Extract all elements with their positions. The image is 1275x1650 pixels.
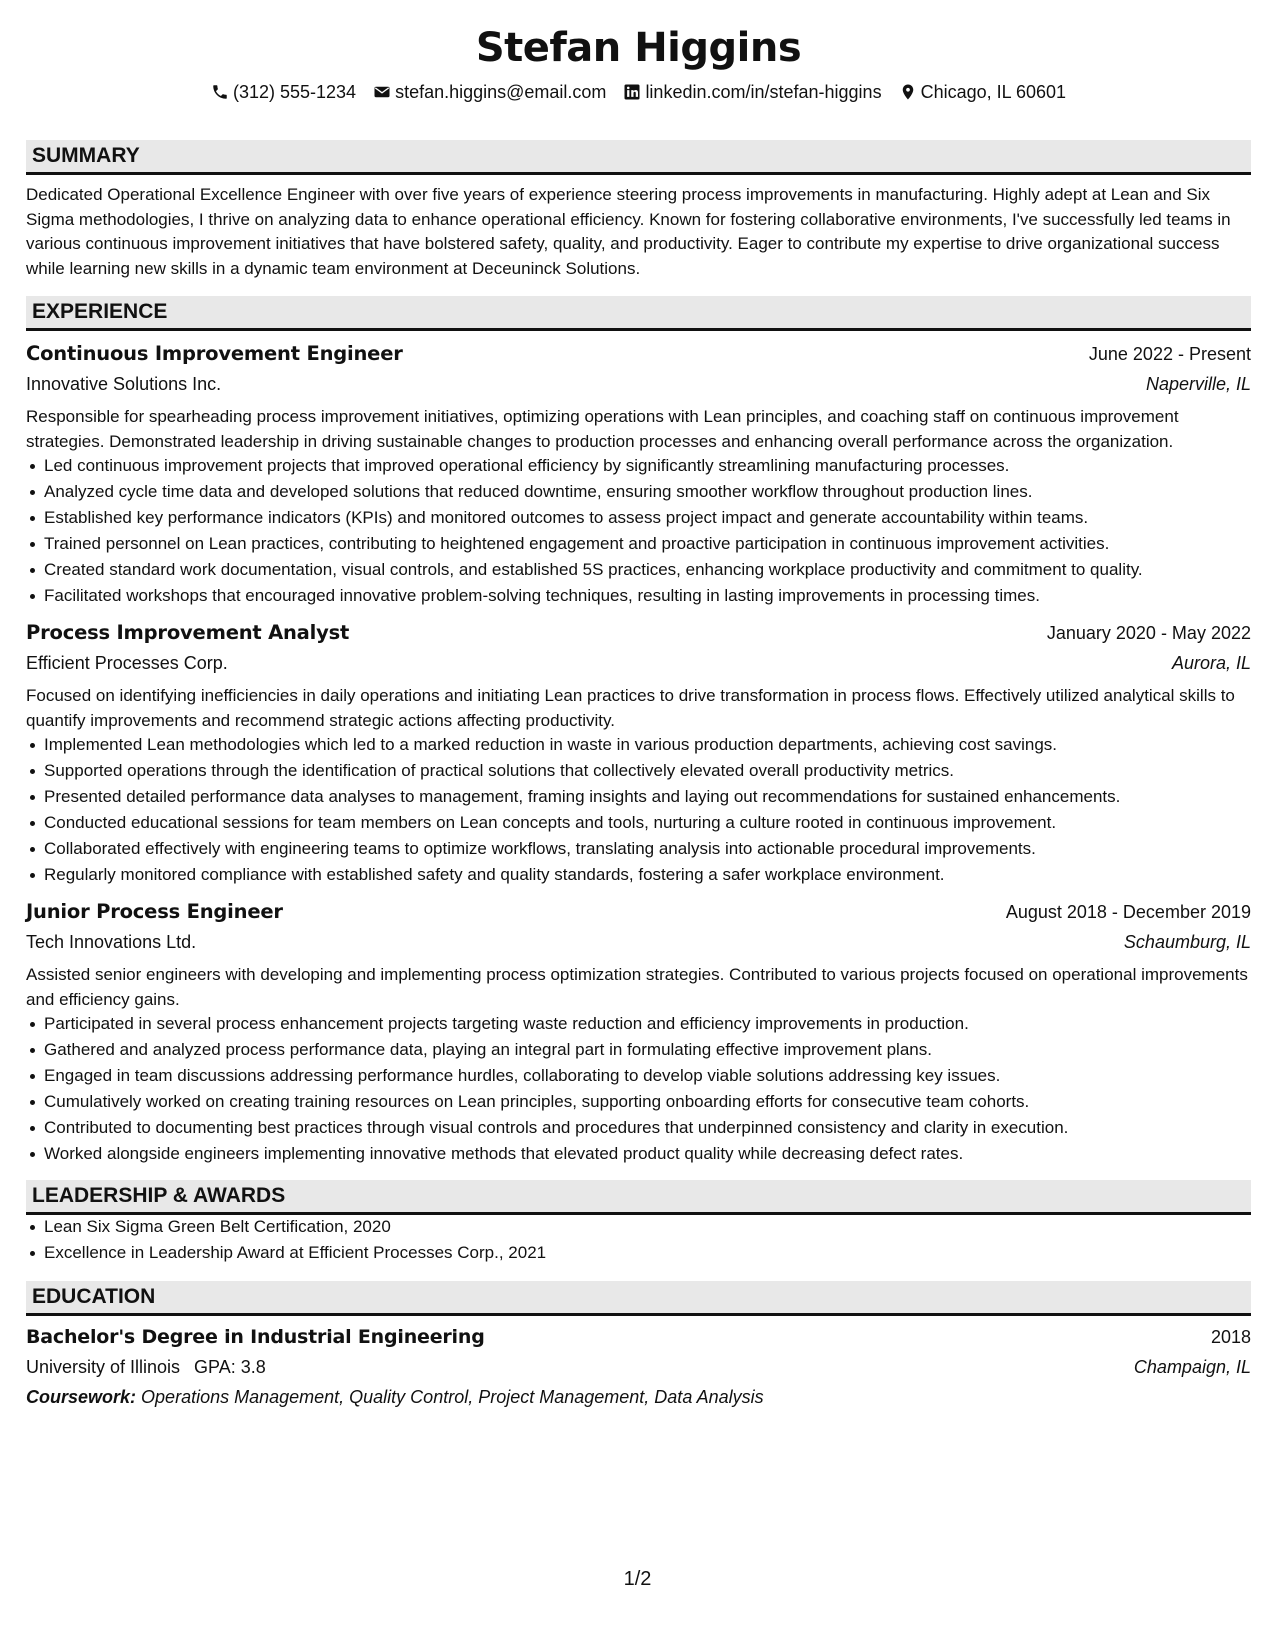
job-entry: [26, 339, 1251, 608]
job-company: Tech Innovations Ltd.: [26, 932, 197, 952]
resume-page: [26, 0, 1251, 1412]
job-bullet: Worked alongside engineers implementing innovative methods that elevated product quality while decreasing defect rates.: [26, 1142, 1251, 1166]
linkedin-icon: [623, 83, 641, 101]
job-company: Innovative Solutions Inc.: [26, 374, 222, 394]
leadership-item: Excellence in Leadership Award at Efficient Processes Corp., 2021: [26, 1241, 1251, 1265]
coursework-list: Operations Management, Quality Control, Project Management, Data Analysis: [141, 1387, 764, 1407]
graduation-year: 2018: [1210, 1327, 1251, 1347]
email-icon: [373, 83, 391, 101]
school-line: [26, 1352, 266, 1382]
location-text: Chicago, IL 60601: [920, 82, 1067, 102]
school-location: Champaign, IL: [1133, 1357, 1251, 1377]
job-bullet: Analyzed cycle time data and developed solutions that reduced downtime, ensuring smoother workflow throughout production lines.: [26, 480, 1251, 504]
summary-text: Dedicated Operational Excellence Engineer with over five years of experience steering process improvements in manufacturing. Highly adept at Lean and Six Sigma methodologies, I thrive on analyzing data to enhance operational efficiency. Known for fostering collaborative environments, I've successfully led teams in various continuous improvement initiatives that have bolstered safety, quality, and productivity. Eager to contribute my expertise to drive organizational success while learning new skills in a dynamic team environment at Deceuninck Solutions.: [26, 185, 1231, 278]
job-dates: August 2018 - December 2019: [1005, 902, 1251, 922]
coursework-label: Coursework:: [26, 1387, 137, 1407]
job-title: Junior Process Engineer: [26, 900, 283, 923]
job-entry: [26, 618, 1251, 887]
leadership-item: Lean Six Sigma Green Belt Certification, 2020: [26, 1215, 1251, 1239]
contact-email[interactable]: [373, 80, 606, 104]
job-location: Naperville, IL: [1145, 374, 1251, 394]
contact-bar: [26, 80, 1251, 104]
degree-title: Bachelor's Degree in Industrial Engineering: [26, 1326, 485, 1348]
job-bullet: Contributed to documenting best practices through visual controls and procedures that underpinned consistency and clarity in execution.: [26, 1116, 1251, 1140]
linkedin-text[interactable]: linkedin.com/in/stefan-higgins: [645, 82, 882, 102]
job-dates: January 2020 - May 2022: [1046, 623, 1251, 643]
job-bullet: Regularly monitored compliance with established safety and quality standards, fostering a safer workplace environment.: [26, 863, 1251, 887]
job-description: Focused on identifying inefficiencies in daily operations and initiating Lean practices to drive transformation in process flows. Effectively utilized analytical skills to quantify improvements and recommend strategic actions affecting productivity.: [26, 686, 1235, 730]
job-description: Responsible for spearheading process improvement initiatives, optimizing operations with Lean principles, and coaching staff on continuous improvement strategies. Demonstrated leadership in driving sustainable changes to production processes and enhancing overall performance across the organization.: [26, 407, 1179, 451]
education-entry: [26, 1322, 1251, 1412]
candidate-name: Stefan Higgins: [475, 25, 802, 71]
section-heading-summary: SUMMARY: [26, 140, 1251, 175]
job-bullet: Facilitated workshops that encouraged innovative problem-solving techniques, resulting in lasting improvements in processing times.: [26, 584, 1251, 608]
job-bullets: [26, 454, 1251, 608]
job-bullets: [26, 733, 1251, 887]
job-bullet: Gathered and analyzed process performance data, playing an integral part in formulating effective improvement plans.: [26, 1038, 1251, 1062]
job-bullet: Established key performance indicators (KPIs) and monitored outcomes to assess project impact and generate accountability within teams.: [26, 506, 1251, 530]
job-title: Process Improvement Analyst: [26, 621, 350, 644]
email-text[interactable]: stefan.higgins@email.com: [395, 82, 607, 102]
job-bullet: Presented detailed performance data analyses to management, framing insights and laying out recommendations for sustained enhancements.: [26, 785, 1251, 809]
section-heading-education: EDUCATION: [26, 1281, 1251, 1316]
job-bullet: Conducted educational sessions for team members on Lean concepts and tools, nurturing a culture rooted in continuous improvement.: [26, 811, 1251, 835]
job-title: Continuous Improvement Engineer: [26, 342, 403, 365]
job-bullet: Led continuous improvement projects that improved operational efficiency by significantly streamlining manufacturing processes.: [26, 454, 1251, 478]
job-dates: June 2022 - Present: [1088, 344, 1251, 364]
job-bullet: Created standard work documentation, visual controls, and established 5S practices, enhancing workplace productivity and commitment to quality.: [26, 558, 1251, 582]
coursework-line: [26, 1382, 1251, 1412]
section-heading-experience: EXPERIENCE: [26, 296, 1251, 331]
section-heading-leadership: LEADERSHIP & AWARDS: [26, 1180, 1251, 1215]
phone-text: (312) 555-1234: [232, 82, 357, 102]
contact-linkedin[interactable]: [623, 80, 881, 104]
school-name: University of Illinois: [26, 1357, 181, 1377]
job-location: Schaumburg, IL: [1123, 932, 1251, 952]
job-bullet: Implemented Lean methodologies which led to a marked reduction in waste in various production departments, achieving cost savings.: [26, 733, 1251, 757]
job-bullet: Engaged in team discussions addressing performance hurdles, collaborating to develop viable solutions addressing key issues.: [26, 1064, 1251, 1088]
job-bullets: [26, 1012, 1251, 1166]
location-pin-icon: [899, 83, 917, 101]
leadership-list: [26, 1215, 1251, 1265]
job-bullet: Trained personnel on Lean practices, contributing to heightened engagement and proactive participation in continuous improvement activities.: [26, 532, 1251, 556]
job-bullet: Collaborated effectively with engineering teams to optimize workflows, translating analysis into actionable procedural improvements.: [26, 837, 1251, 861]
job-location: Aurora, IL: [1171, 653, 1251, 673]
contact-location: [899, 80, 1066, 104]
job-entry: [26, 897, 1251, 1166]
job-bullet: Supported operations through the identification of practical solutions that collectively elevated overall productivity metrics.: [26, 759, 1251, 783]
job-bullet: Participated in several process enhancement projects targeting waste reduction and efficiency improvements in production.: [26, 1012, 1251, 1036]
gpa: GPA: 3.8: [194, 1357, 266, 1377]
contact-phone: [211, 80, 356, 104]
job-company: Efficient Processes Corp.: [26, 653, 228, 673]
job-bullet: Cumulatively worked on creating training resources on Lean principles, supporting onboarding efforts for consecutive team cohorts.: [26, 1090, 1251, 1114]
job-description: Assisted senior engineers with developing and implementing process optimization strategies. Contributed to various projects focused on operational improvements and efficiency gains.: [26, 965, 1248, 1009]
page-number: 1/2: [623, 1568, 652, 1590]
phone-icon: [211, 83, 229, 101]
